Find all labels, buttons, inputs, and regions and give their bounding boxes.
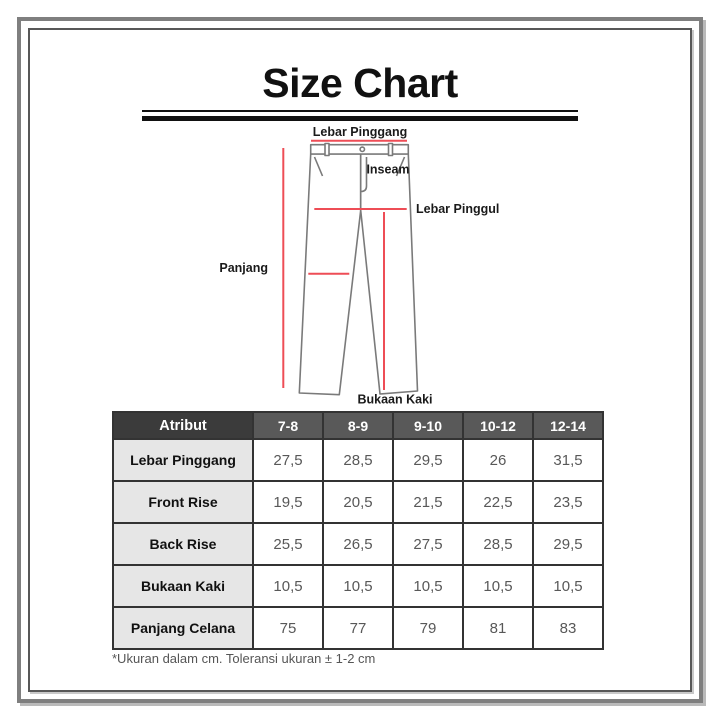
row-label-cell: Lebar Pinggang bbox=[113, 439, 253, 481]
value-cell: 19,5 bbox=[253, 481, 323, 523]
row-label-cell: Front Rise bbox=[113, 481, 253, 523]
title-underline-thin bbox=[142, 110, 578, 112]
belt-loop-right bbox=[389, 144, 393, 156]
table-header-row bbox=[113, 412, 603, 439]
value-cell: 22,5 bbox=[463, 481, 533, 523]
table-row-back-rise bbox=[113, 523, 603, 565]
footnote: *Ukuran dalam cm. Toleransi ukuran ± 1-2 cm bbox=[112, 651, 376, 666]
pants-right-leg-outline bbox=[361, 154, 418, 394]
header-cell-size-9-10: 9-10 bbox=[393, 412, 463, 439]
value-cell: 23,5 bbox=[533, 481, 603, 523]
leg-opening-label: Bukaan Kaki bbox=[357, 392, 433, 407]
page-title: Size Chart bbox=[262, 60, 458, 106]
value-cell: 81 bbox=[463, 607, 533, 649]
value-cell: 28,5 bbox=[463, 523, 533, 565]
value-cell: 10,5 bbox=[323, 565, 393, 607]
title-underline-thick bbox=[142, 116, 578, 121]
value-cell: 28,5 bbox=[323, 439, 393, 481]
header-cell-attribute: Atribut bbox=[113, 412, 253, 439]
value-cell: 29,5 bbox=[533, 523, 603, 565]
size-table bbox=[112, 411, 604, 650]
table-row-front-rise bbox=[113, 481, 603, 523]
header-cell-size-7-8: 7-8 bbox=[253, 412, 323, 439]
pants-measurement-diagram bbox=[0, 126, 720, 416]
value-cell: 25,5 bbox=[253, 523, 323, 565]
value-cell: 10,5 bbox=[463, 565, 533, 607]
value-cell: 31,5 bbox=[533, 439, 603, 481]
table-row-leg-opening bbox=[113, 565, 603, 607]
row-label-cell: Bukaan Kaki bbox=[113, 565, 253, 607]
hip-label: Lebar Pinggul bbox=[416, 202, 500, 216]
value-cell: 10,5 bbox=[393, 565, 463, 607]
value-cell: 20,5 bbox=[323, 481, 393, 523]
length-label: Panjang bbox=[219, 261, 268, 275]
value-cell: 29,5 bbox=[393, 439, 463, 481]
header-cell-size-8-9: 8-9 bbox=[323, 412, 393, 439]
waist-label: Lebar Pinggang bbox=[312, 126, 408, 139]
value-cell: 79 bbox=[393, 607, 463, 649]
table-row-waist bbox=[113, 439, 603, 481]
value-cell: 75 bbox=[253, 607, 323, 649]
header-cell-size-12-14: 12-14 bbox=[533, 412, 603, 439]
row-label-cell: Back Rise bbox=[113, 523, 253, 565]
row-label-cell: Panjang Celana bbox=[113, 607, 253, 649]
value-cell: 27,5 bbox=[393, 523, 463, 565]
header-cell-size-10-12: 10-12 bbox=[463, 412, 533, 439]
value-cell: 83 bbox=[533, 607, 603, 649]
table-row-pant-length bbox=[113, 607, 603, 649]
value-cell: 10,5 bbox=[533, 565, 603, 607]
inseam-label: Inseam bbox=[366, 162, 410, 177]
belt-loop-left bbox=[325, 144, 329, 156]
value-cell: 26 bbox=[463, 439, 533, 481]
value-cell: 77 bbox=[323, 607, 393, 649]
value-cell: 27,5 bbox=[253, 439, 323, 481]
value-cell: 26,5 bbox=[323, 523, 393, 565]
value-cell: 10,5 bbox=[253, 565, 323, 607]
value-cell: 21,5 bbox=[393, 481, 463, 523]
